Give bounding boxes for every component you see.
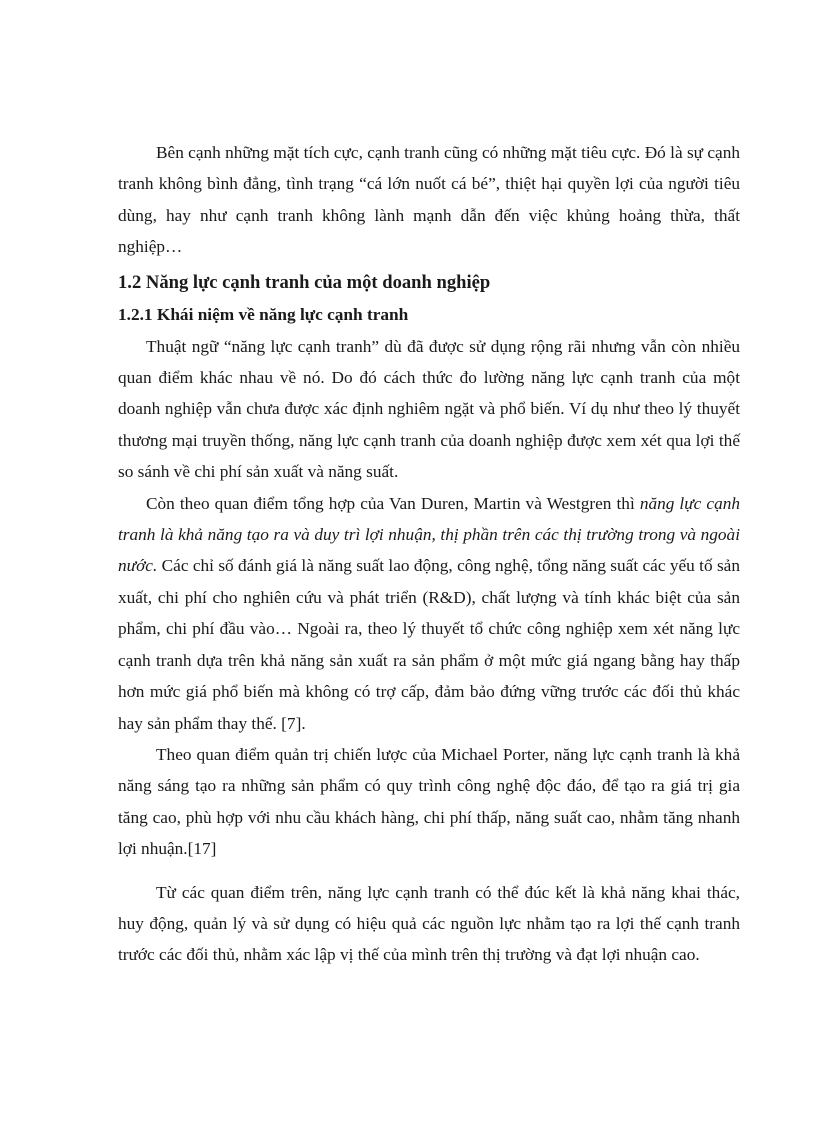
paragraph-negative-aspects: Bên cạnh những mặt tích cực, cạnh tranh cũng có những mặt tiêu cực. Đó là sự cạnh tranh không bình đẳng, tình trạng “cá lớn nuốt cá bé”, thiệt hại quyền lợi của người tiêu dùng, hay như cạnh tranh không lành mạnh dẫn đến việc khủng hoảng thừa, thất nghiệp… <box>118 143 740 257</box>
paragraph-van-duren-rest: Các chỉ số đánh giá là năng suất lao động, công nghệ, tổng năng suất các yếu tố sản xuất, chi phí cho nghiên cứu và phát triển (R&D), chất lượng và tính khác biệt của sản phẩm, chi phí đầu vào… Ngoài ra, theo lý thuyết tổ chức công nghiệp xem xét năng lực cạnh tranh dựa trên khả năng sản xuất ra sản phẩm ở một mức giá ngang bằng hay thấp hơn mức giá phổ biến mà không có trợ cấp, đảm bảo đứng vững trước các đối thủ khác hay sản phẩm thay thế. [7]. <box>118 556 740 733</box>
section-heading-1-2: 1.2 Năng lực cạnh tranh của một doanh nghiệp <box>118 271 491 293</box>
paragraph-gap <box>118 865 740 877</box>
paragraph-term-definition: Thuật ngữ “năng lực cạnh tranh” dù đã được sử dụng rộng rãi nhưng vẫn còn nhiều quan điểm khác nhau về nó. Do đó cách thức đo lường năng lực cạnh tranh của một doanh nghiệp vẫn chưa được xác định nghiêm ngặt và phổ biến. Ví dụ như theo lý thuyết thương mại truyền thống, năng lực cạnh tranh của doanh nghiệp được xem xét qua lợi thế so sánh về chi phí sản xuất và năng suất. <box>118 336 740 482</box>
document-page <box>118 137 740 971</box>
paragraph-conclusion: Từ các quan điểm trên, năng lực cạnh tranh có thể đúc kết là khả năng khai thác, huy động, quản lý và sử dụng có hiệu quả các nguồn lực nhằm tạo ra lợi thế cạnh tranh trước các đối thủ, nhằm xác lập vị thế của mình trên thị trường và đạt lợi nhuận cao. <box>118 882 740 965</box>
paragraph-michael-porter: Theo quan điểm quản trị chiến lược của Michael Porter, năng lực cạnh tranh là khả năng sáng tạo ra những sản phẩm có quy trình công nghệ độc đáo, để tạo ra giá trị gia tăng cao, phù hợp với nhu cầu khách hàng, chi phí thấp, năng suất cao, nhằm tăng nhanh lợi nhuận.[17] <box>118 744 740 859</box>
paragraph-van-duren-definition: năng lực cạnh tranh là khả năng tạo ra và duy trì lợi nhuận, thị phần trên các thị trường trong và ngoài nước. <box>118 493 740 576</box>
subsection-heading-1-2-1: 1.2.1 Khái niệm về năng lực cạnh tranh <box>118 304 409 324</box>
paragraph-van-duren <box>118 488 740 739</box>
paragraph-van-duren-intro: Còn theo quan điểm tổng hợp của Van Duren, Martin và Westgren thì <box>146 493 640 513</box>
